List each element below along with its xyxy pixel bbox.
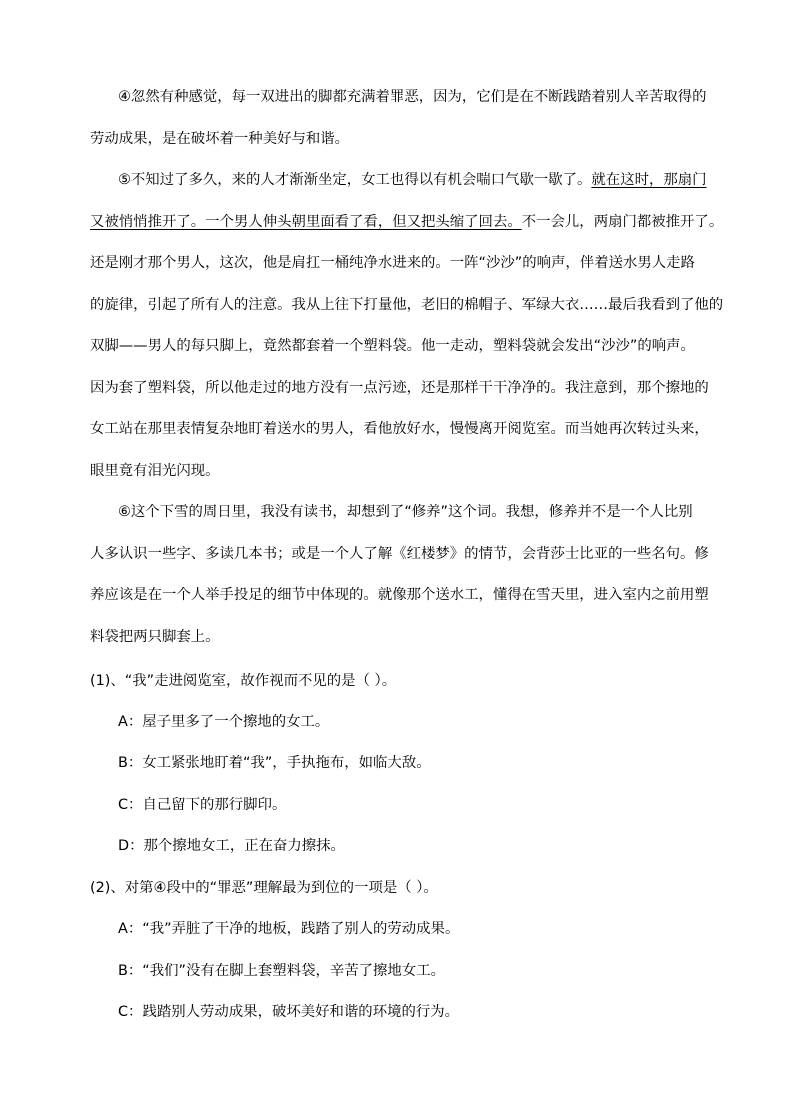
- text-line: [90, 160, 707, 202]
- underlined-sentence: 又被悄悄推开了。一个男人伸头朝里面看了看，但又把头缩了回去。: [90, 213, 522, 230]
- text-line: ⑥这个下雪的周日里，我没有读书，却想到了“修养”这个词。我想，修养并不是一个人比别: [118, 504, 693, 520]
- paragraph-4: [90, 77, 707, 160]
- text-line: 人多认识一些字、多读几本书；或是一个人了解《红楼梦》的情节，会背莎士比亚的一些名句。修: [90, 545, 709, 562]
- text-line: 双脚——男人的每只脚上，竟然都套着一个塑料袋。他一走动，塑料袋就会发出“沙沙”的响声。: [90, 338, 695, 354]
- question-1-stem: (1)、“我”走进阅览室，故作视而不见的是（ ）。: [90, 673, 397, 689]
- paragraph-5: [90, 160, 724, 492]
- text-line: 还是刚才那个男人，这次，他是肩扛一桶纯净水进来的。一阵“沙沙”的响声，伴着送水男人走路: [90, 255, 695, 271]
- question-2-option-b[interactable]: B：“我们”没有在脚上套塑料袋，辛苦了擦地女工。: [118, 963, 445, 979]
- question-1-option-b[interactable]: B：女工紧张地盯着“我”，手执拖布，如临大敌。: [118, 755, 431, 771]
- question-1-option-c[interactable]: C：自己留下的那行脚印。: [118, 797, 287, 813]
- question-2-stem: (2)、对第④段中的“罪恶”理解最为到位的一项是（ ）。: [90, 880, 438, 896]
- text-line: 养应该是在一个人举手投足的细节中体现的。就像那个送水工，懂得在雪天里，进入室内之前用塑: [90, 587, 709, 603]
- question-1-option-d[interactable]: D：那个擦地女工，正在奋力擦抹。: [118, 838, 345, 854]
- question-1-option-a[interactable]: A：屋子里多了一个擦地的女工。: [118, 714, 330, 730]
- question-2-option-c[interactable]: C：践踏别人劳动成果，破坏美好和谐的环境的行为。: [118, 1004, 460, 1020]
- text-line: [90, 202, 724, 244]
- text-line: 劳动成果，是在破坏着一种美好与和谐。: [90, 130, 350, 147]
- question-2-option-a[interactable]: A：“我”弄脏了干净的地板，践踏了别人的劳动成果。: [118, 921, 460, 937]
- text-line: 眼里竟有泪光闪现。: [90, 462, 220, 479]
- underlined-sentence: 就在这时，那扇门: [591, 172, 707, 188]
- paragraph-6: [90, 492, 709, 658]
- text-line: 料袋把两只脚套上。: [90, 628, 220, 645]
- text-line: ④忽然有种感觉，每一双进出的脚都充满着罪恶，因为，它们是在不断践踏着别人辛苦取得的: [118, 89, 707, 105]
- text-segment: ⑤不知过了多久，来的人才渐渐坐定，女工也得以有机会喘口气歇一歇了。: [118, 172, 592, 188]
- text-segment: 不一会儿，两扇门都被推开了。: [521, 213, 724, 230]
- text-line: 的旋律，引起了所有人的注意。我从上往下打量他，老旧的棉帽子、军绿大衣……最后我看到了他的: [90, 296, 724, 313]
- text-line: 女工站在那里表情复杂地盯着送水的男人，看他放好水，慢慢离开阅览室。而当她再次转过头来，: [90, 421, 709, 437]
- text-line: 因为套了塑料袋，所以他走过的地方没有一点污迹，还是那样干干净净的。我注意到，那个擦地的: [90, 379, 709, 396]
